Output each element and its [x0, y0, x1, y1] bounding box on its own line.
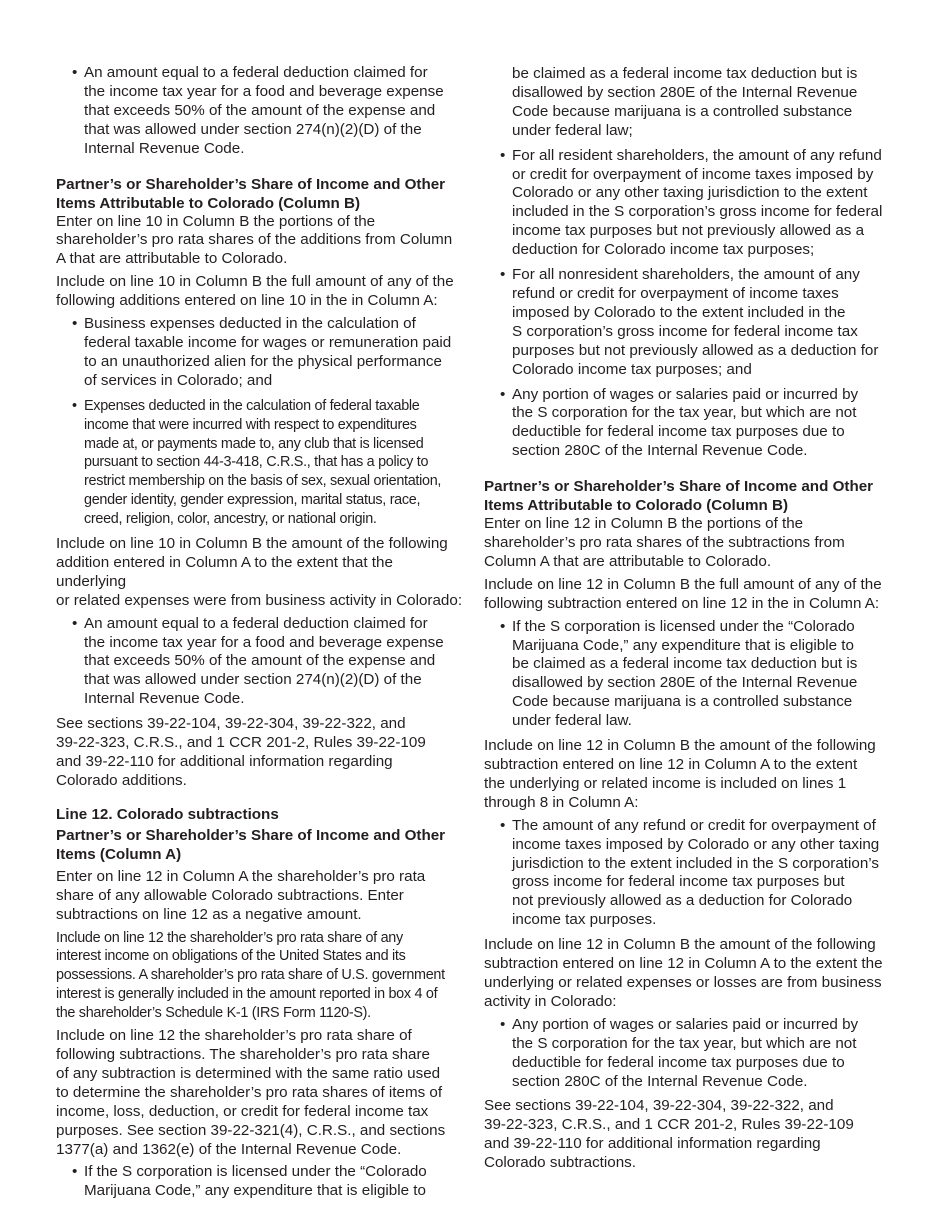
bullet-list	[484, 1016, 898, 1092]
bullet-list	[56, 615, 466, 710]
bullet-list	[56, 315, 466, 529]
list-item: • For all nonresident shareholders, the amount of any refund or credit for overpayment of income taxes imposed by Colorado to the extent included in the S corporation’s gross income for federal income tax purposes but not previously allowed as a deduction for Colorado income tax purposes; and	[512, 266, 898, 379]
section-subheading: Partner’s or Shareholder’s Share of Income and Other Items (Column A)	[56, 826, 446, 863]
list-item: • Any portion of wages or salaries paid or incurred by the S corporation for the tax year, but which are not deductible for federal income tax purposes due to section 280C of the Internal Revenue Code.	[512, 386, 898, 462]
paragraph: Include on line 12 in Column B the amount of the following subtraction entered on line 12 in Column A to the extent the underlying or related expenses or losses are from business activity in Colorado:	[484, 936, 883, 1010]
paragraph: Include on line 10 in Column B the full amount of any of the following additions entered on line 10 in the in Column A:	[56, 273, 454, 310]
list-item: • Any portion of wages or salaries paid or incurred by the S corporation for the tax year, but which are not deductible for federal income tax purposes due to section 280C of the Internal Revenue Code.	[512, 1016, 898, 1092]
paragraph: Include on line 12 in Column B the full amount of any of the following subtraction entered on line 12 in the in Column A:	[484, 575, 882, 612]
right-column	[484, 65, 898, 1177]
bullet-list	[56, 64, 466, 159]
paragraph: Enter on line 12 in Column A the shareholder’s pro rata share of any allowable Colorado subtractions. Enter subtractions on line 12 as a negative amount.	[56, 867, 426, 923]
list-item: • An amount equal to a federal deduction claimed for the income tax year for a food and beverage expense that exceeds 50% of the amount of the expense and that was allowed under section 274(n)(2)(D) of the Internal Revenue Code.	[84, 615, 466, 710]
paragraph: Include on line 12 in Column B the amount of the following subtraction entered on line 12 in Column A to the extent the underlying or related income is included on lines 1 through 8 in Column A:	[484, 737, 876, 811]
paragraph: Enter on line 12 in Column B the portions of the shareholder’s pro rata shares of the subtractions from Column A that are attributable to Colorado.	[484, 515, 845, 570]
bullet-list	[484, 817, 898, 930]
section-heading: Line 12. Colorado subtractions	[56, 805, 279, 823]
list-item-continued: be claimed as a federal income tax deduction but is disallowed by section 280E of the Internal Revenue Code because marijuana is a controlled substance under federal law;	[512, 65, 858, 139]
paragraph: Include on line 12 the shareholder’s pro rata share of any interest income on obligations of the United States and its possessions. A shareholder’s pro rata share of U.S. government interest is generally included in the amount reported in box 4 of the shareholder’s Schedule K-1 (IRS Form 1120-S).	[56, 929, 445, 1022]
paragraph: Include on line 10 in Column B the amount of the following addition entered in Column A to the extent that the underlying or related expenses were from business activity in Colorado:	[56, 535, 463, 609]
paragraph: See sections 39-22-104, 39-22-304, 39-22-322, and 39-22-323, C.R.S., and 1 CCR 201-2, Rules 39-22-109 and 39-22-110 for additional information regarding Colorado additions.	[56, 715, 426, 789]
paragraph: Include on line 12 the shareholder’s pro rata share of following subtractions. The shareholder’s pro rata share of any subtraction is determined with the same ratio used to determine the shareholder’s pro rata shares of items of income, loss, deduction, or credit for federal income tax purposes. See section 39-22-321(4), C.R.S., and sections 1377(a) and 1362(e) of the Internal Revenue Code.	[56, 1027, 446, 1158]
section-heading: Partner’s or Shareholder’s Share of Income and Other Items Attributable to Colorado (Column B)	[56, 175, 446, 212]
list-item: • The amount of any refund or credit for overpayment of income taxes imposed by Colorado or any other taxing jurisdiction to the extent included in the S corporation’s gross income for federal income tax purposes but not previously allowed as a deduction for Colorado income tax purposes.	[512, 817, 898, 930]
bullet-list	[56, 1163, 466, 1201]
list-item: • Business expenses deducted in the calculation of federal taxable income for wages or remuneration paid to an unauthorized alien for the physical performance of services in Colorado; and	[84, 315, 466, 391]
list-item: • An amount equal to a federal deduction claimed for the income tax year for a food and beverage expense that exceeds 50% of the amount of the expense and that was allowed under section 274(n)(2)(D) of the Internal Revenue Code.	[84, 64, 466, 159]
list-item: • If the S corporation is licensed under the “Colorado Marijuana Code,” any expenditure that is eligible to be claimed as a federal income tax deduction but is disallowed by section 280E of the Internal Revenue Code because marijuana is a controlled substance under federal law.	[512, 618, 898, 731]
paragraph: Enter on line 10 in Column B the portions of the shareholder’s pro rata shares of the additions from Column A that are attributable to Colorado.	[56, 212, 453, 268]
left-column	[56, 64, 466, 1207]
list-item: • For all resident shareholders, the amount of any refund or credit for overpayment of income taxes imposed by Colorado or any other taxing jurisdiction to the extent included in the S corporation’s gross income for federal income tax purposes but not previously allowed as a deduction for Colorado income tax purposes;	[512, 147, 898, 260]
list-item: • If the S corporation is licensed under the “Colorado Marijuana Code,” any expenditure that is eligible to	[84, 1163, 466, 1201]
bullet-list	[484, 65, 898, 461]
paragraph: See sections 39-22-104, 39-22-304, 39-22-322, and 39-22-323, C.R.S., and 1 CCR 201-2, Rules 39-22-109 and 39-22-110 for additional information regarding Colorado subtractions.	[484, 1097, 854, 1172]
list-item: • Expenses deducted in the calculation of federal taxable income that were incurred with respect to expenditures made at, or payments made to, any club that is licensed pursuant to section 44-3-418, C.R.S., that has a policy to restrict membership on the basis of sex, sexual orientation, gender identity, gender expression, marital status, race, creed, religion, color, ancestry, or national origin.	[84, 397, 466, 529]
section-heading: Partner’s or Shareholder’s Share of Income and Other Items Attributable to Colorado (Column B)	[484, 478, 874, 515]
bullet-list	[484, 618, 898, 731]
